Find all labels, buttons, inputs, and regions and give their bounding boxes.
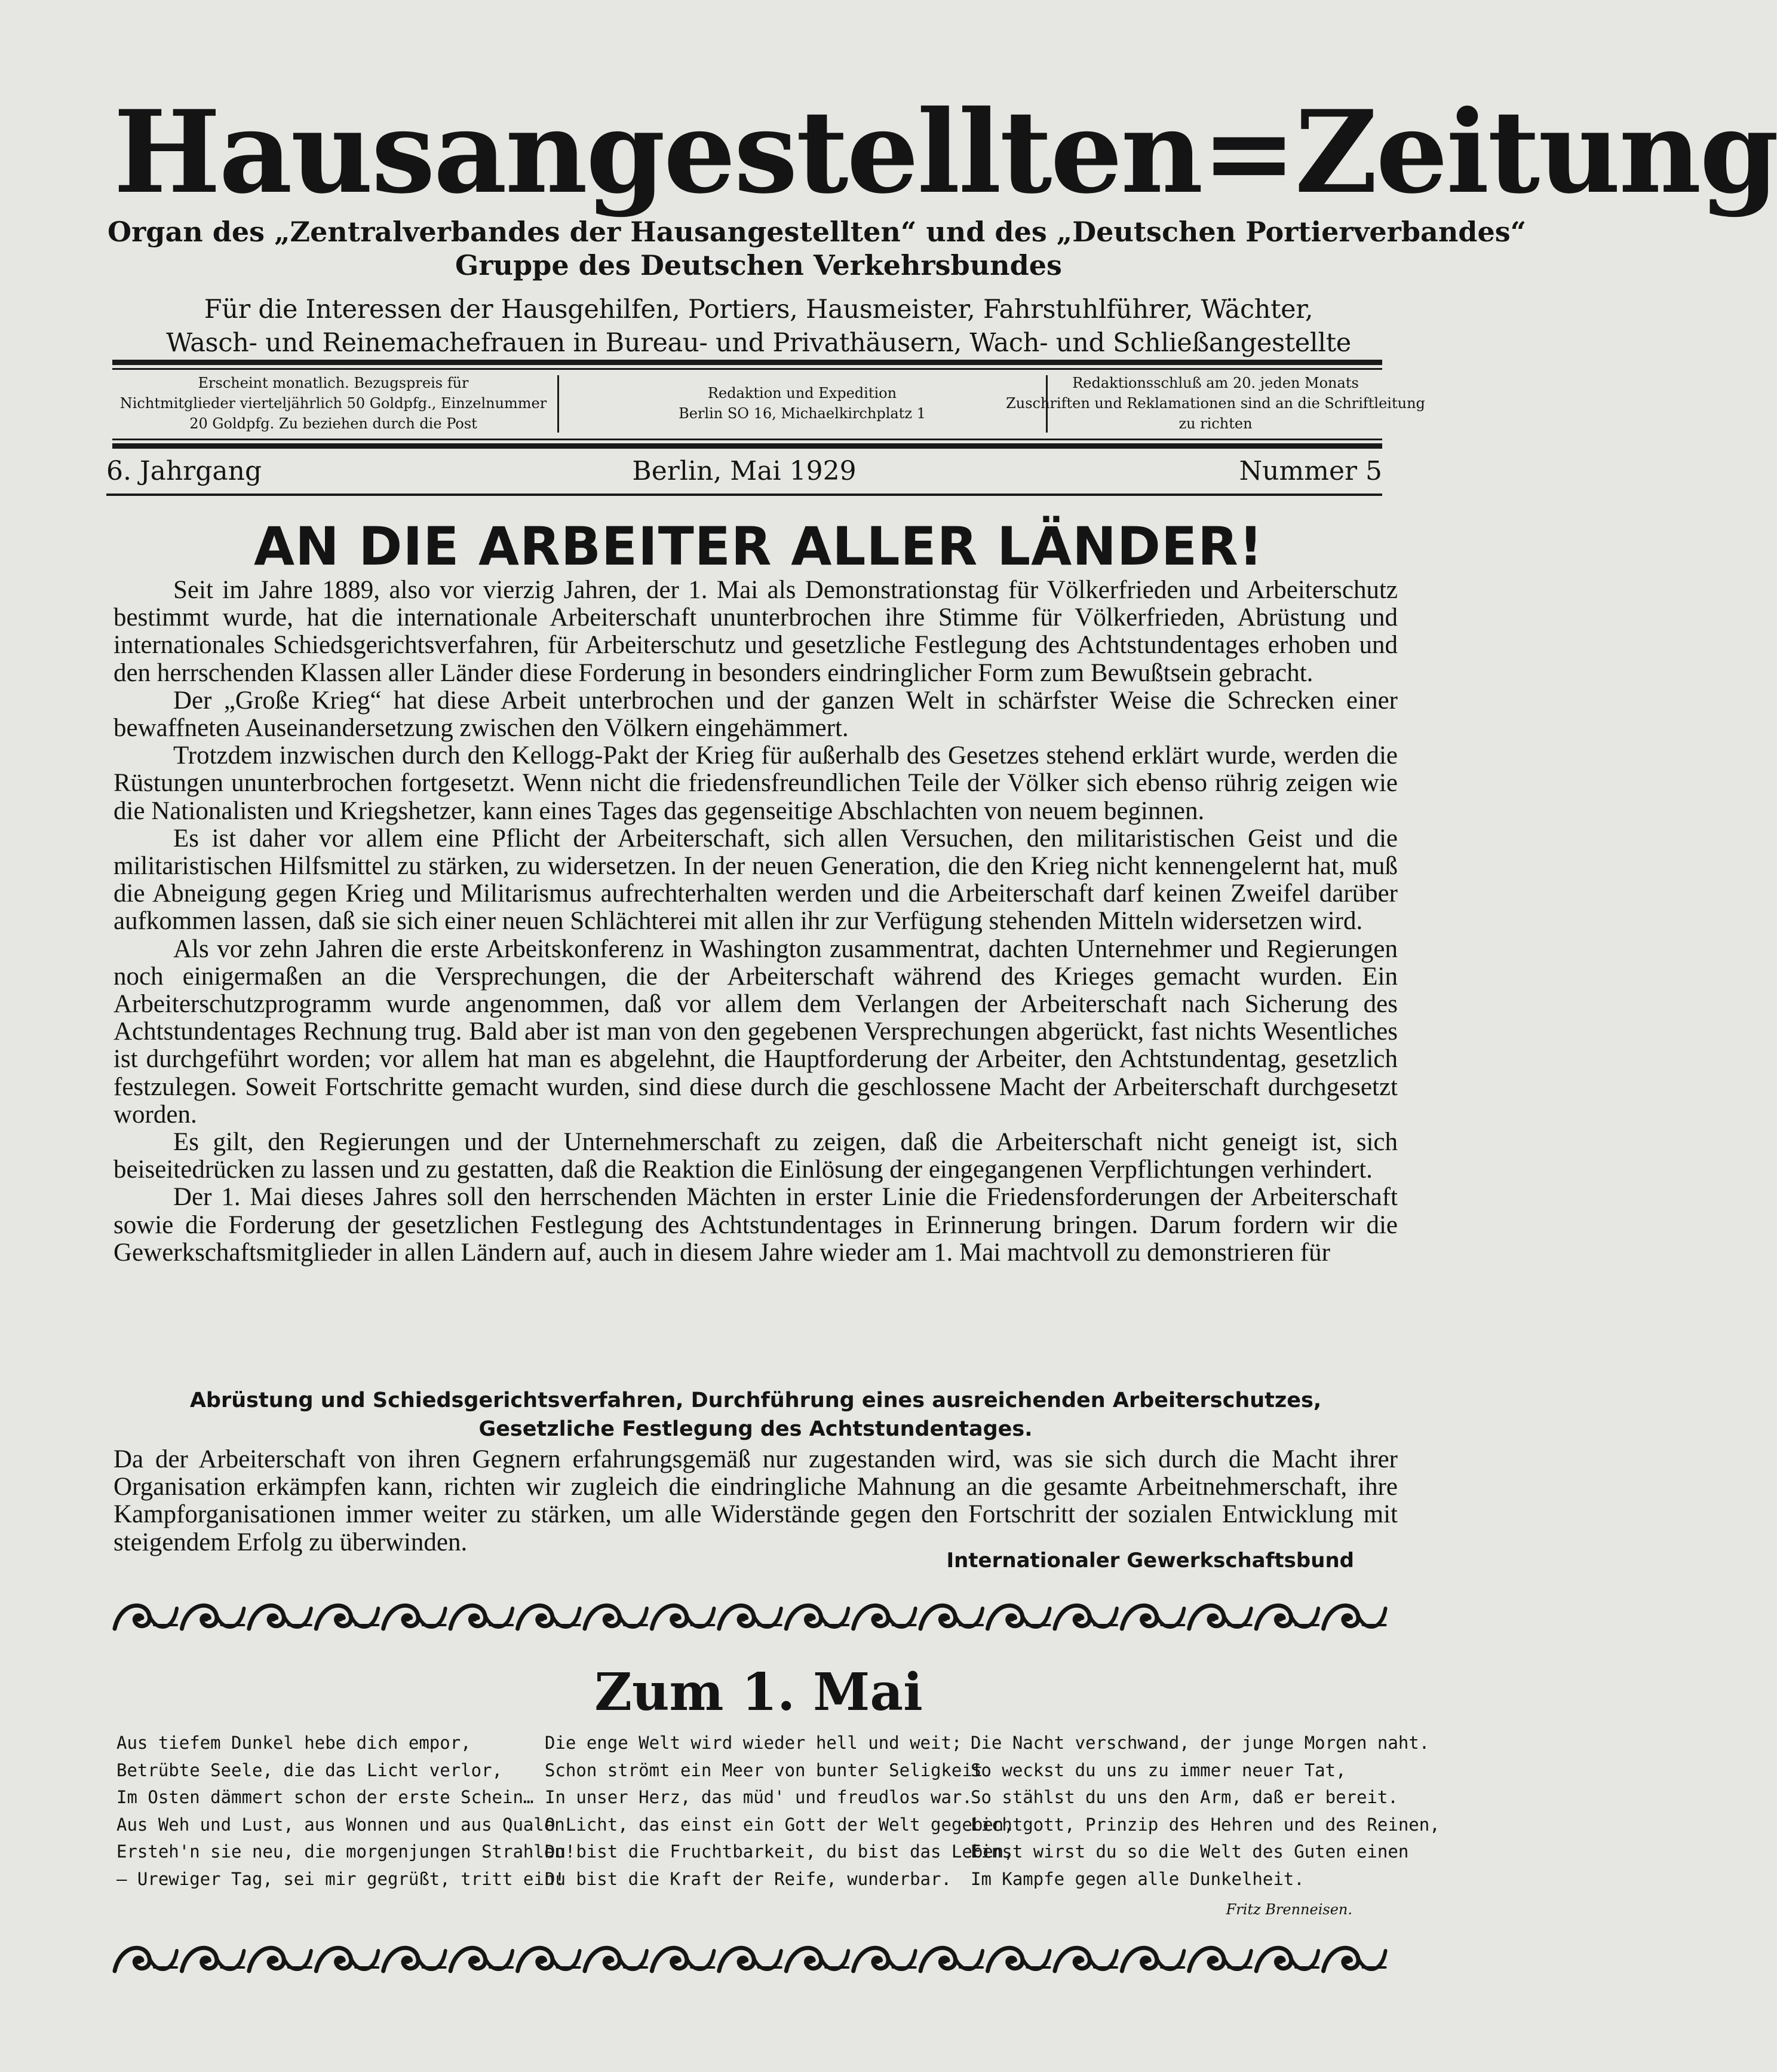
poem-line: Du bist die Kraft der Reife, wunderbar. — [545, 1868, 952, 1889]
poem-line: Du bist die Fruchtbarkeit, du bist das Leben, — [545, 1841, 1014, 1862]
demands-line-2: Gesetzliche Festlegung des Achtstundentages. — [478, 1417, 1033, 1441]
mid-rule-thin — [112, 439, 1382, 440]
article-headline: AN DIE ARBEITER ALLER LÄNDER! — [254, 516, 1263, 577]
poem-line: O Licht, das einst ein Gott der Welt gegeben, — [545, 1814, 1014, 1835]
dateline-rule — [106, 494, 1382, 496]
editorial-address — [560, 370, 1044, 436]
article-paragraph: Es gilt, den Regierungen und der Unternehmerschaft zu zeigen, daß die Arbeiterschaft nicht geneigt ist, sich beiseitedrücken zu lassen und zu gestatten, daß die Reaktion die Einlösung der eingegangenen Verpflichtungen verhindert. — [113, 1128, 1398, 1184]
subscription-info — [112, 370, 554, 436]
interests-line-1: Für die Interessen der Hausgehilfen, Portiers, Hausmeister, Fahrstuhlführer, Wächter, — [204, 295, 1313, 324]
organ-line-2: Gruppe des Deutschen Verkehrsbundes — [455, 249, 1062, 281]
poem-line: Die enge Welt wird wieder hell und weit; — [545, 1733, 962, 1753]
poem-line: Einst wirst du so die Welt des Guten einen — [971, 1841, 1409, 1862]
volume-label: 6. Jahrgang — [106, 456, 262, 486]
poem-line: Schon strömt ein Meer von bunter Seligkeit — [545, 1760, 983, 1780]
masthead-title: Hausangestellten=Zeitung — [113, 85, 1777, 219]
poem-line: Aus tiefem Dunkel hebe dich empor, — [116, 1733, 471, 1753]
poem-author: Fritz Brenneisen. — [1226, 1901, 1352, 1918]
ornamental-border-bottom — [112, 1939, 1388, 1981]
interests-subtitle — [108, 293, 1410, 360]
article-paragraph: Der „Große Krieg“ hat diese Arbeit unterbrochen und der ganzen Welt in schärfster Weise die Schrecken einer bewaffneten Auseinandersetzung zwischen den Völkern eingehämmert. — [113, 686, 1398, 743]
poem-line: So weckst du uns zu immer neuer Tat, — [971, 1760, 1346, 1780]
issue-number: Nummer 5 — [1239, 456, 1382, 486]
poem-line: So stählst du uns den Arm, daß er bereit. — [971, 1787, 1398, 1808]
organ-line-1: Organ des „Zentralverbandes der Hausangestellten“ und des „Deutschen Portierverbandes“ — [108, 216, 1527, 248]
deadline-info-line: Zuschriften und Reklamationen sind an die Schriftleitung — [1006, 395, 1425, 412]
poem-line: Lichtgott, Prinzip des Hehren und des Reinen, — [971, 1814, 1440, 1835]
poem-title: Zum 1. Mai — [594, 1662, 923, 1722]
article-paragraph: Als vor zehn Jahren die erste Arbeitskonferenz in Washington zusammentrat, dachten Unternehmer und Regierungen noch einigermaßen an die Versprechungen, die der Arbeiterschaft während des Krieges gemacht wurden. Ein Arbeiterschutzprogramm wurde angenommen, daß vor allem dem Verlangen der Arbeiterschaft nach Sicherung des Achtstundentages Rechnung trug. Bald aber ist man von den gegebenen Versprechungen abgerückt, fast nichts Wesentliches ist durchgeführt worden; vor allem hat man es abgelehnt, die Hauptforderung der Arbeiter, den Achtstundentag, gesetzlich festzulegen. Soweit Fortschritte gemacht wurden, sind diese durch die geschlossene Macht der Arbeiterschaft durchgesetzt worden. — [113, 934, 1398, 1129]
top-rule-thin — [112, 368, 1382, 370]
subscription-info-line: Erscheint monatlich. Bezugspreis für — [198, 375, 469, 391]
poem-line: Betrübte Seele, die das Licht verlor, — [116, 1760, 503, 1780]
info-divider — [557, 375, 559, 433]
editorial-address-line: Redaktion und Expedition — [707, 385, 897, 401]
top-rule-thick — [112, 360, 1382, 365]
article-paragraph: Der 1. Mai dieses Jahres soll den herrschenden Mächten in erster Linie die Friedensforderungen der Arbeiterschaft sowie die Forderung der gesetzlichen Festlegung des Achtstundentages in Erinnerung bringen. Darum fordern wir die Gewerkschaftsmitglieder in allen Ländern auf, auch in diesem Jahre wieder am 1. Mai machtvoll zu demonstrieren für — [113, 1183, 1398, 1267]
editorial-address-line: Berlin SO 16, Michaelkirchplatz 1 — [679, 405, 926, 422]
ornamental-border-top — [112, 1596, 1388, 1638]
poem-line: In unser Herz, das müd' und freudlos war. — [545, 1787, 972, 1808]
poem-line: Im Osten dämmert schon der erste Schein… — [116, 1787, 534, 1808]
subscription-info-line: 20 Goldpfg. Zu beziehen durch die Post — [189, 415, 477, 432]
poem-line: Die Nacht verschwand, der junge Morgen naht. — [971, 1733, 1430, 1753]
deadline-info-line: zu richten — [1178, 415, 1253, 432]
poem-column-2 — [545, 1730, 1014, 1893]
deadline-info-line: Redaktionsschluß am 20. jeden Monats — [1072, 375, 1359, 391]
interests-line-2: Wasch- und Reinemachefrauen in Bureau- und Privathäusern, Wach- und Schließangestellte — [166, 328, 1351, 358]
poem-line: Aus Weh und Lust, aus Wonnen und aus Qualen — [116, 1814, 565, 1835]
demands-block — [113, 1386, 1398, 1443]
poem-line: Ersteh'n sie neu, die morgenjungen Strahlen! — [116, 1841, 576, 1862]
organ-subtitle — [108, 215, 1527, 282]
article-paragraph: Seit im Jahre 1889, also vor vierzig Jahren, der 1. Mai als Demonstrationstag für Völkerfrieden und Arbeiterschutz bestimmt wurde, hat die internationale Arbeiterschaft ununterbrochen ihre Stimme für Völkerfrieden, Abrüstung und internationales Schiedsgerichtsverfahren, für Arbeiterschutz und gesetzliche Festlegung des Achtstundentages erhoben und den herrschenden Klassen aller Länder diese Forderung in besonders eindringlicher Form zum Bewußtsein gebracht. — [113, 576, 1398, 687]
mid-rule-thick — [112, 443, 1382, 449]
article-paragraph: Trotzdem inzwischen durch den Kellogg-Pakt der Krieg für außerhalb des Gesetzes stehend erklärt wurde, werden die Rüstungen ununterbrochen fortgesetzt. Wenn nicht die friedensfreundlichen Teile der Völker sich ebenso rührig zeigen wie die Nationalisten und Kriegshetzer, kann eines Tages das gegenseitige Abschlachten von neuem beginnen. — [113, 741, 1398, 825]
deadline-info — [1006, 370, 1425, 436]
poem-line: — Urewiger Tag, sei mir gegrüßt, tritt ein! — [116, 1868, 565, 1889]
poem-column-1 — [116, 1730, 575, 1893]
subscription-info-line: Nichtmitglieder vierteljährlich 50 Goldpfg., Einzelnummer — [119, 395, 547, 412]
poem-column-3 — [971, 1730, 1440, 1893]
publication-info-box — [112, 370, 1425, 436]
dateline — [106, 456, 1382, 492]
article-body — [113, 577, 1398, 1267]
place-date: Berlin, Mai 1929 — [632, 456, 857, 486]
article-signature: Internationaler Gewerkschaftsbund — [946, 1549, 1354, 1573]
poem-line: Im Kampfe gegen alle Dunkelheit. — [971, 1868, 1305, 1889]
closing-paragraph: Da der Arbeiterschaft von ihren Gegnern erfahrungsgemäß nur zugestanden wird, was sie sich durch die Macht ihrer Organisation erkämpfen kann, richten wir zugleich die eindringliche Mahnung an die gesamte Arbeitnehmerschaft, ihre Kampforganisationen immer weiter zu stärken, um alle Widerstände gegen den Fortschritt der sozialen Entwicklung mit steigendem Erfolg zu überwinden. — [113, 1445, 1398, 1556]
demands-line-1: Abrüstung und Schiedsgerichtsverfahren, Durchführung eines ausreichenden Arbeiterschutzes, — [189, 1389, 1322, 1412]
article-paragraph: Es ist daher vor allem eine Pflicht der Arbeiterschaft, sich allen Versuchen, den militaristischen Geist und die militaristischen Hilfsmittel zu stärken, zu widersetzen. In der neuen Generation, die den Krieg nicht kennengelernt hat, muß die Abneigung gegen Krieg und Militarismus aufrechterhalten werden und die Arbeiterschaft darf keinen Zweifel darüber aufkommen lassen, daß sie sich einer neuen Schlächterei mit allen ihr zur Verfügung stehenden Mitteln widersetzen wird. — [113, 824, 1398, 936]
